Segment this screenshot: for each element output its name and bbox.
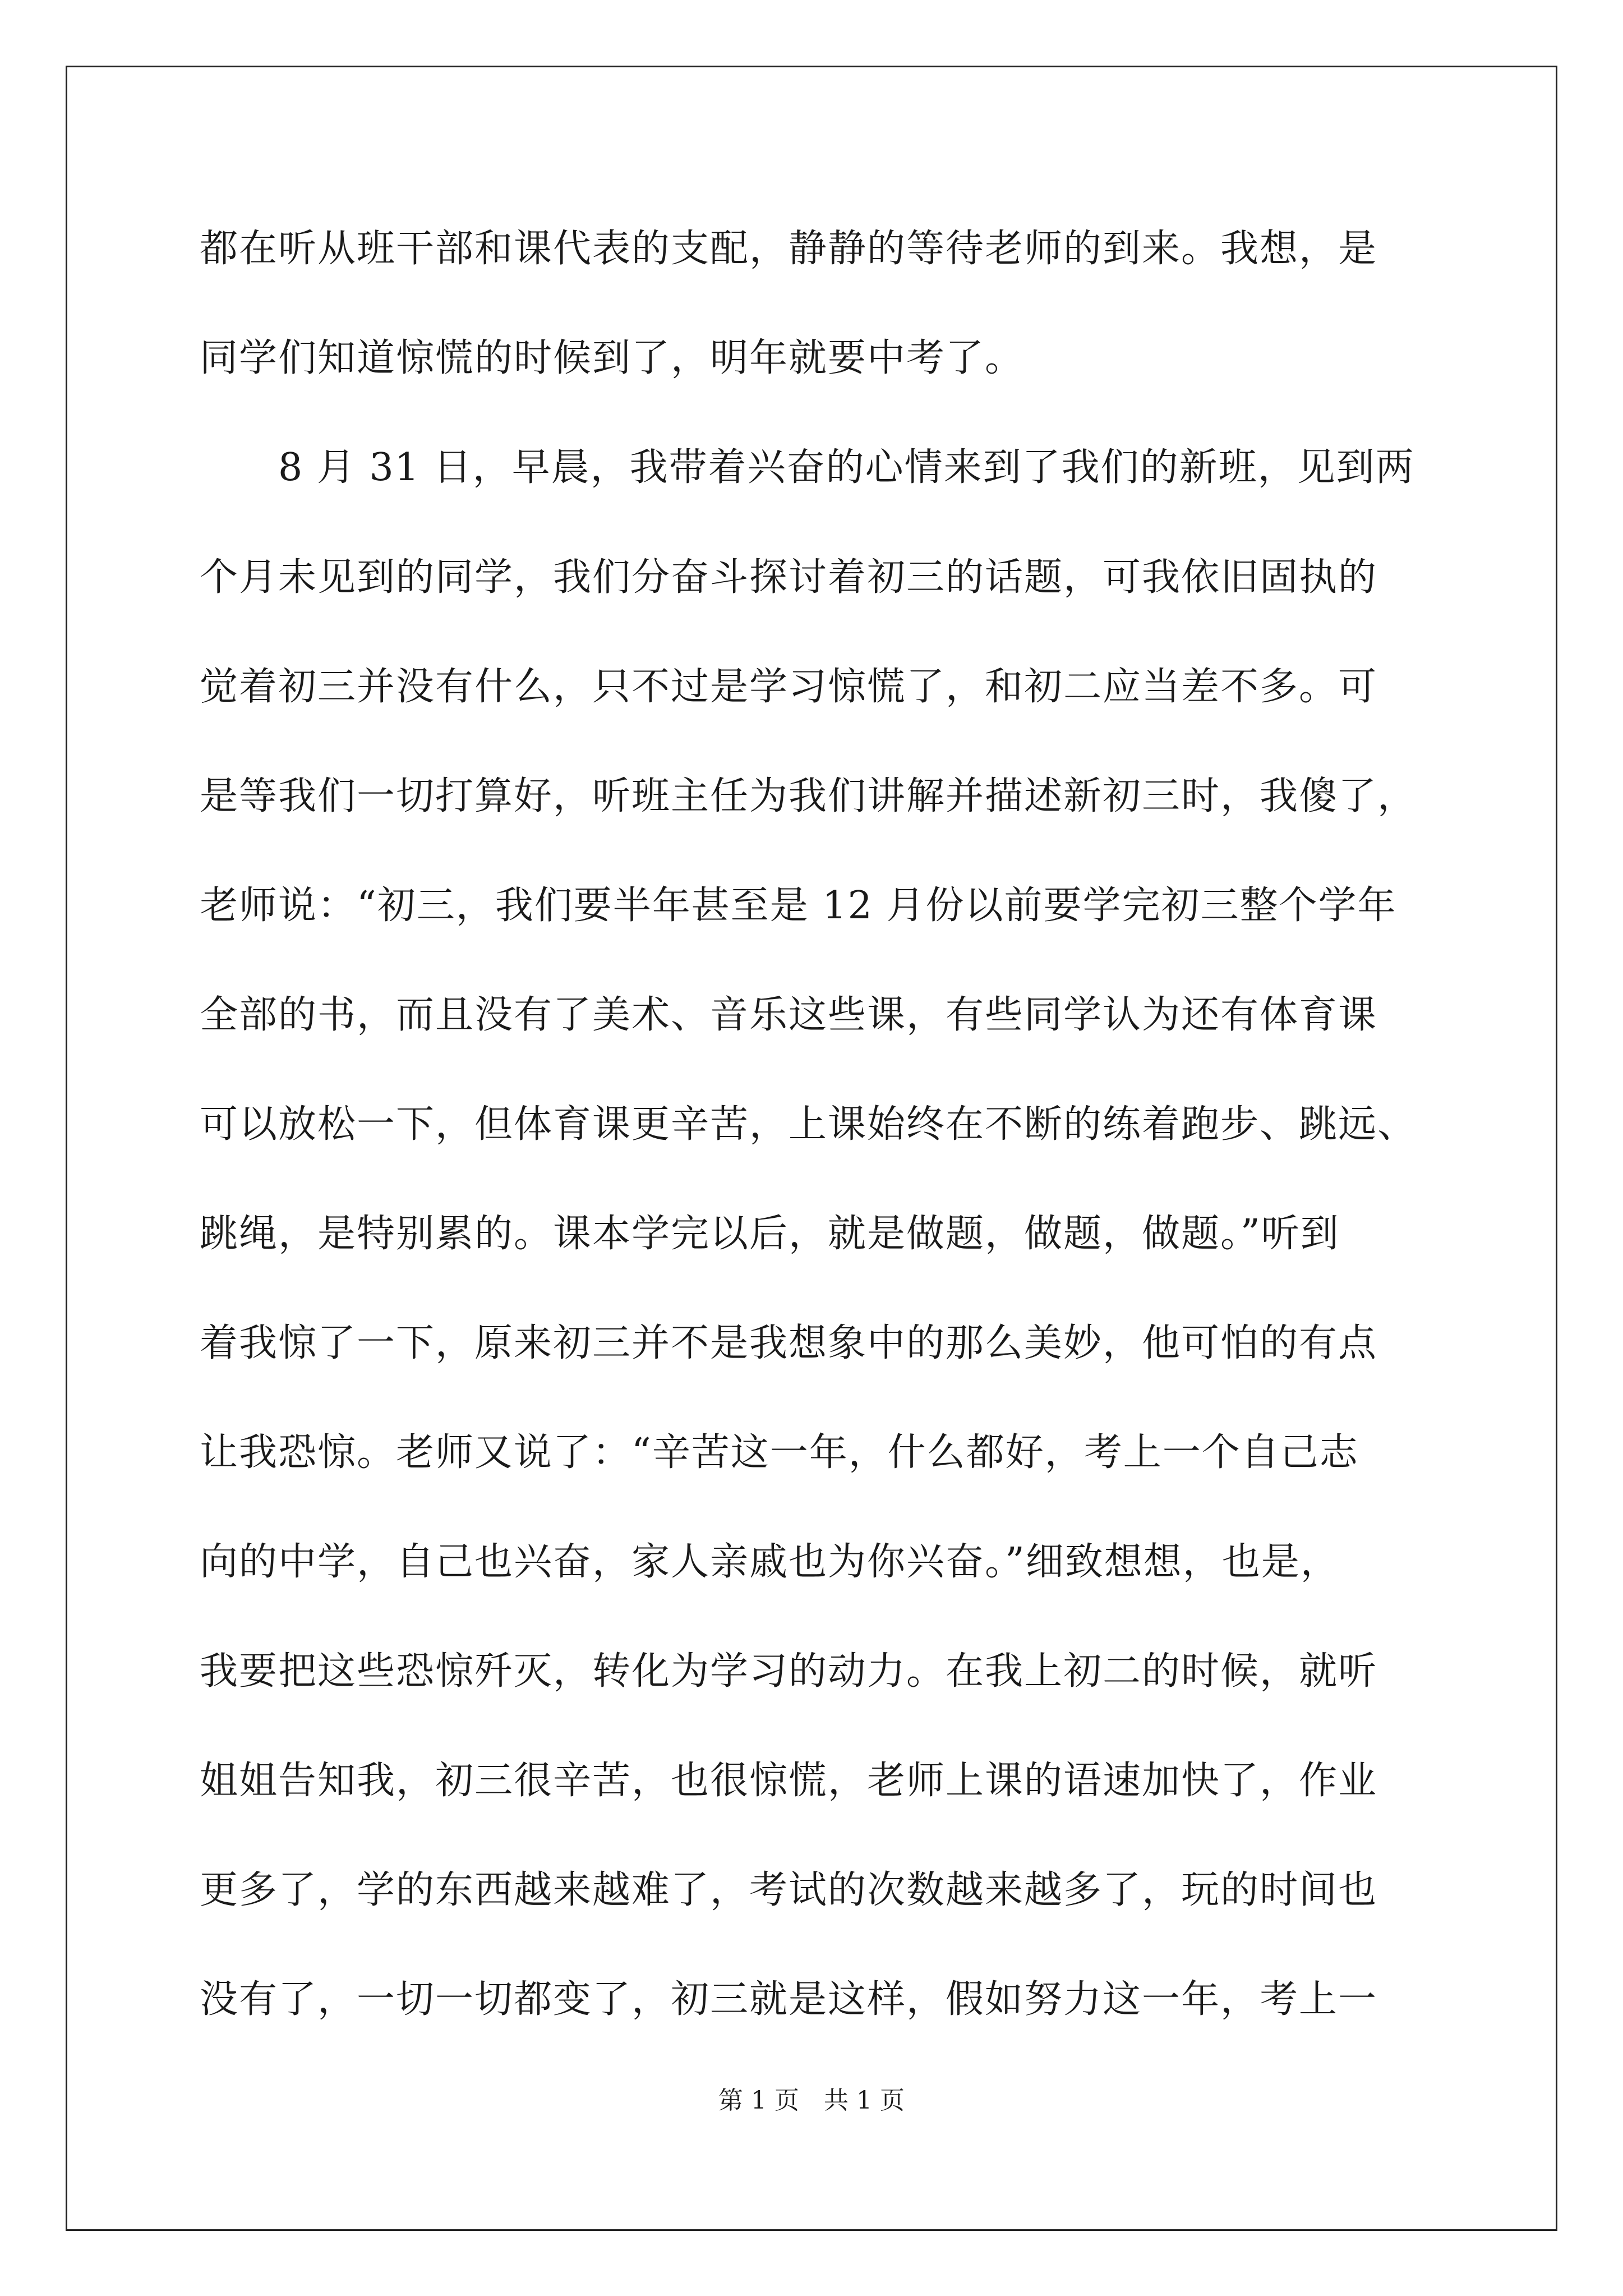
text-line: 让我恐惊。老师又说了：“辛苦这一年，什么都好，考上一个自己志 bbox=[200, 1430, 1359, 1475]
text-line: 跳绳，是特别累的。课本学完以后，就是做题，做题，做题。”听到 bbox=[200, 1212, 1340, 1256]
text-line: 我要把这些恐惊歼灭，转化为学习的动力。在我上初二的时候，就听 bbox=[200, 1649, 1378, 1694]
text-line: 全部的书，而且没有了美术、音乐这些课，有些同学认为还有体育课 bbox=[200, 993, 1378, 1037]
text-line: 都在听从班干部和课代表的支配，静静的等待老师的到来。我想，是 bbox=[200, 227, 1378, 271]
text-line: 个月未见到的同学，我们分奋斗探讨着初三的话题，可我依旧固执的 bbox=[200, 555, 1378, 600]
text-line: 向的中学，自己也兴奋，家人亲戚也为你兴奋。”细致想想，也是， bbox=[200, 1540, 1340, 1584]
text-line: 姐姐告知我，初三很辛苦，也很惊慌，老师上课的语速加快了，作业 bbox=[200, 1759, 1378, 1803]
text-line: 着我惊了一下，原来初三并不是我想象中的那么美妙，他可怕的有点 bbox=[200, 1321, 1378, 1365]
text-line: 老师说：“初三，我们要半年甚至是 12 月份以前要学完初三整个学年 bbox=[200, 884, 1397, 928]
text-line: 觉着初三并没有什么，只不过是学习惊慌了，和初二应当差不多。可 bbox=[200, 665, 1378, 709]
text-line: 8 月 31 日，早晨，我带着兴奋的心情来到了我们的新班，见到两 bbox=[200, 445, 1415, 490]
text-line: 没有了，一切一切都变了，初三就是这样，假如努力这一年，考上一 bbox=[200, 1977, 1378, 2022]
page-number-footer: 第 1 页 共 1 页 bbox=[718, 2086, 905, 2115]
text-line: 同学们知道惊慌的时候到了，明年就要中考了。 bbox=[200, 336, 1025, 380]
text-line: 是等我们一切打算好，听班主任为我们讲解并描述新初三时，我傻了， bbox=[200, 774, 1417, 818]
text-line: 可以放松一下，但体育课更辛苦，上课始终在不断的练着跑步、跳远、 bbox=[200, 1102, 1417, 1147]
text-line: 更多了，学的东西越来越难了，考试的次数越来越多了，玩的时间也 bbox=[200, 1868, 1378, 1912]
